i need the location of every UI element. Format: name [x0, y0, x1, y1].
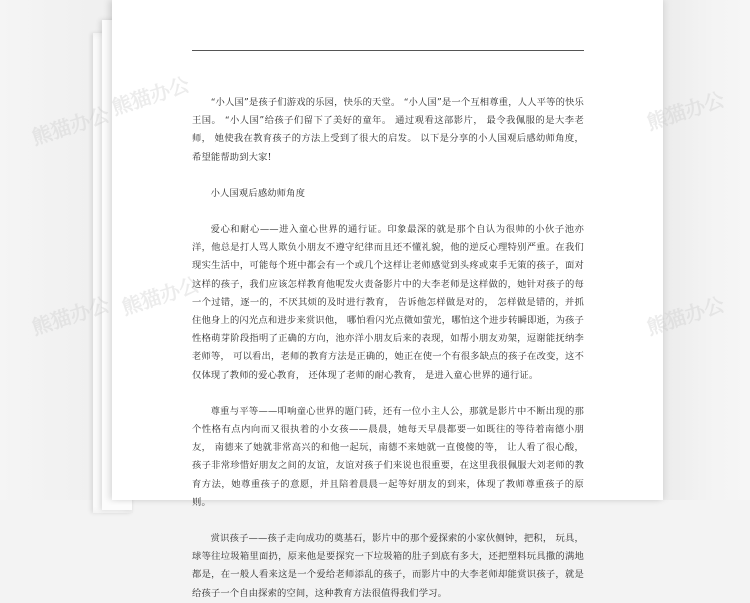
watermark: 熊猫办公 [118, 272, 203, 320]
intro-paragraph: “小人国”是孩子们游戏的乐园，快乐的天堂。 “小人国”是一个互相尊重，人人平等的快乐王国。 “小人国”给孩子们留下了美好的童年。 通过观看这部影片， 最令我佩服的是大李老师， 她使我在教育孩子的方法上受到了很大的启发。 以下是分享的小人国观后感幼师角度，希望能帮助到大家! [192, 97, 584, 163]
watermark: 熊猫办公 [28, 292, 113, 340]
background-right [663, 0, 750, 500]
header-rule [192, 50, 584, 51]
watermark: 熊猫办公 [28, 102, 113, 150]
section-heading: 小人国观后感幼师角度 [210, 187, 306, 199]
body-paragraph-respect-equality: 尊重与平等——叩响童心世界的题门砖，还有一位小主人公，那就是影片中不断出现的那个性格有点内向而又很执着的小女孩——晨晨，她每天早晨都要一如既往的等待着南德小朋友， 南德来了她就非常高兴的和他一起玩，南德不来她就一直傻傻的等， 让人看了很心酸，孩子非常珍惜好朋友之间的友谊，友谊对孩子们来说也很重要，在这里我很佩服大刘老师的教育方法，她尊重孩子的意愿，并且陪着晨晨一起等好朋友的到来，体现了教师尊重孩子的原则。 [192, 405, 584, 508]
document-body [192, 94, 584, 603]
document-page [112, 0, 663, 599]
watermark: 熊猫办公 [643, 87, 728, 135]
body-paragraph-appreciation: 赏识孩子——孩子走向成功的奠基石，影片中的那个爱探索的小家伙侧钟，把积， 玩具，球等往垃圾箱里面扔，原来他是要探究一下垃圾箱的肚子到底有多大，还把塑料玩具撒的满地都是，在一般人看来这是一个爱给老师添乱的孩子，而影片中的大李老师却能赏识孩子，就是给孩子一个自由探索的空间，这种教育方法很值得我们学习。 [192, 533, 584, 599]
watermark: 熊猫办公 [643, 292, 728, 340]
body-paragraph-love-patience: 爱心和耐心——进入童心世界的通行证。印象最深的就是那个自认为很帅的小伙子池亦洋，他总是打人骂人欺负小朋友不遵守纪律而且还不懂礼貌，他的逆反心理特别严重。在我们现实生活中，可能每个班中都会有一个或几个这样让老师感觉到头疼或束手无策的孩子，面对这样的孩子，我们应该怎样教育他呢发火责备影片中的大李老师是这样做的，她针对孩子的每一个过错，逐一的，不厌其烦的及时进行教育， 告诉他怎样做是对的， 怎样做是错的，并抓住他身上的闪光点和进步来赏识他， 哪怕看闪光点微如萤光，哪怕这个进步转瞬即逝，为孩子性格萌芽阶段指明了正确的方向，池亦洋小朋友后来的表现，如帮小朋友劝架，逗谢能抚纳李老师等， 可以看出，老师的教育方法是正确的，她正在使一个有很多缺点的孩子在改变，这不仅体现了教师的爱心教育， 还体现了老师的耐心教育， 是进入童心世界的通行证。 [192, 224, 584, 381]
watermark: 熊猫办公 [108, 72, 193, 120]
